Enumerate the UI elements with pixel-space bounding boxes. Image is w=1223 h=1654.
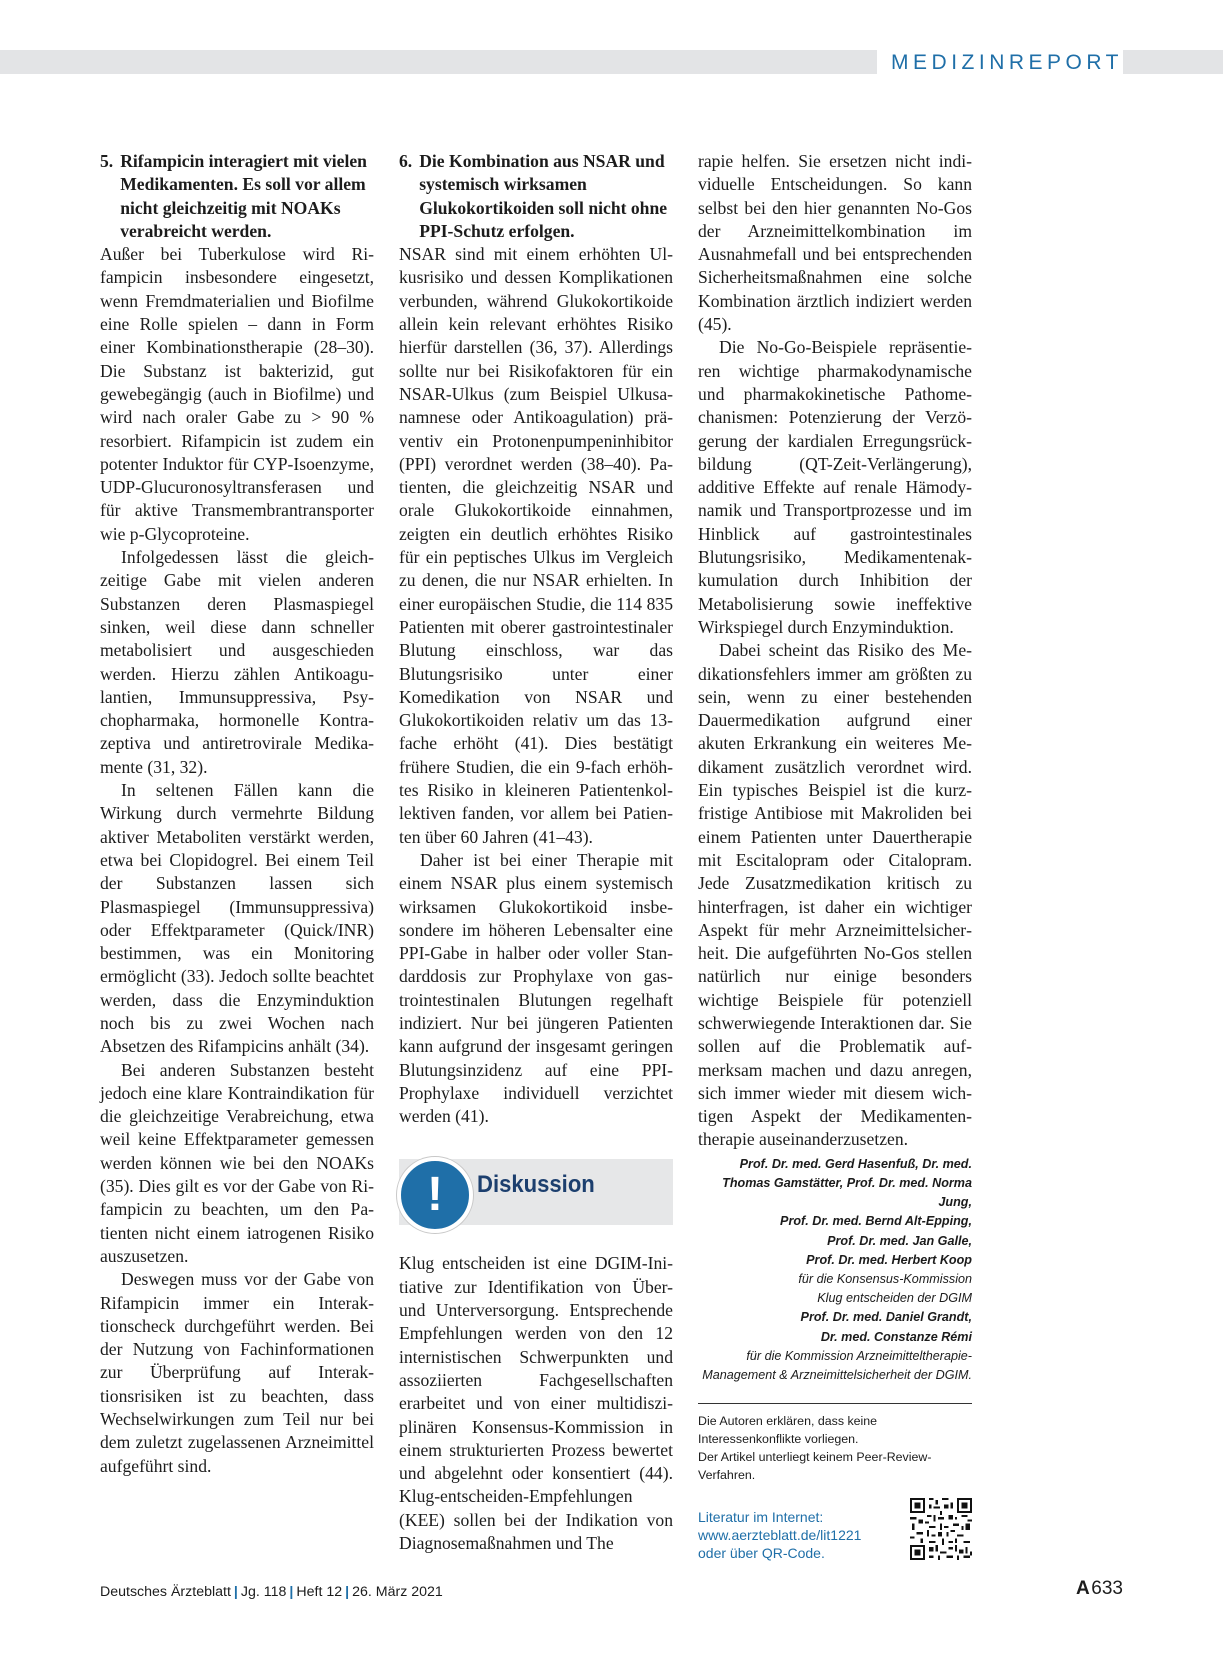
author-line: Dr. med. Constanze Rémi	[820, 1329, 972, 1344]
qr-code-icon[interactable]	[910, 1498, 972, 1560]
page-number	[1076, 1578, 1123, 1600]
discussion-box	[399, 1159, 673, 1225]
section-label: MEDIZINREPORT	[877, 50, 1123, 74]
paragraph: Daher ist bei einer Therapie mit einem NSAR plus einem systemisch wirksamen Glukokortikoid insbesondere im höheren Lebensalter eine PPI-Gabe in halber oder voller Standarddosis zur Prophylaxe von gastrointestinalen Blutungen regelhaft indiziert. Nur bei jüngeren Patienten kann aufgrund der insgesamt geringen Blutungsinzidenz auf eine PPI-Prophylaxe individuell verzichtet werden (41).	[399, 849, 673, 1127]
footer	[100, 1584, 443, 1600]
page-number-value: 633	[1091, 1578, 1123, 1599]
conflict-note: Die Autoren erklären, dass keine Interessenkonflikte vorliegen.	[698, 1414, 878, 1447]
affiliation-line: Management & Arzneimittelsicherheit der DGIM.	[702, 1368, 972, 1382]
volume: Jg. 118	[240, 1584, 287, 1600]
column-1	[100, 150, 374, 1478]
paragraph: Klug entscheiden ist eine DGIM-Initiative zur Identifikation von Über- und Unterversorgung. Entsprechende Empfehlungen werden von den 12 internistischen Schwerpunkten und assoziierten Fachgesellschaften erarbeitet und von einer multidisziplinären Konsensus-Kommission in einem strukturierten Prozess bewertet und abgelehnt oder konsentiert (44). Klug-entscheiden-Empfehlungen (KEE) sollen bei der Indikation von Diagnosemaßnahmen und The	[399, 1253, 673, 1554]
affiliation-line: für die Kommission Arzneimitteltherapie-	[746, 1348, 972, 1363]
separator: |	[289, 1584, 294, 1600]
exclamation-icon: !	[397, 1157, 473, 1233]
affiliation-line: Klug entscheiden der DGIM	[817, 1291, 972, 1306]
heading-text: Rifampicin interagiert mit vielen Medikamenten. Es soll vor allem nicht gleichzeitig mit NOAKs verabreicht werden.	[120, 151, 367, 241]
divider	[698, 1403, 972, 1404]
literature-qr-hint: oder über QR-Code.	[698, 1545, 825, 1562]
point-6-heading	[399, 150, 673, 243]
journal-name: Deutsches Ärzteblatt	[100, 1584, 231, 1600]
heading-number: 5.	[100, 151, 114, 171]
author-line: Prof. Dr. med. Gerd Hasenfuß, Dr. med.	[739, 1156, 972, 1171]
author-block	[698, 1155, 972, 1385]
heading-number: 6.	[399, 151, 413, 171]
author-line: Prof. Dr. med. Bernd Alt-Epping,	[780, 1214, 972, 1229]
author-line: Prof. Dr. med. Herbert Koop	[806, 1252, 972, 1267]
literature-label: Literatur im Internet:	[698, 1509, 824, 1526]
paragraph: Deswegen muss vor der Gabe von Rifampicin immer ein Interaktionscheck durchgeführt werden. Bei der Nutzung von Fachinformationen zur Überprüfung auf Interaktionsrisiken ist zu beachten, dass Wechselwirkungen zum Teil nur bei dem zuletzt zugelassenen Arzneimittel aufgeführt sind.	[100, 1269, 374, 1476]
author-line: Thomas Gamstätter, Prof. Dr. med. Norma Jung,	[722, 1175, 972, 1210]
column-3	[698, 150, 972, 1574]
separator: |	[233, 1584, 238, 1600]
paragraph: In seltenen Fällen kann die Wirkung durch vermehrte Bildung aktiver Metaboliten verstärkt werden, etwa bei Clopidogrel. Bei einem Teil der Substanzen lassen sich Plasmaspiegel (Immunsuppressiva) oder Effektparameter (Quick/INR) bestimmen, was ein Monitoring ermöglicht (33). Jedoch sollte beachtet werden, dass die Enzyminduktion noch bis zu zwei Wochen nach Absetzen des Rifampicins anhält (34).	[100, 780, 374, 1057]
discussion-title: Diskussion	[477, 1171, 595, 1199]
affiliation-line: für die Konsensus-Kommission	[798, 1271, 972, 1286]
paragraph: Außer bei Tuberkulose wird Rifampicin insbesondere eingesetzt, wenn Fremdmaterialien und Biofilme eine Rolle spielen – dann in Form einer Kombinationstherapie (28–30). Die Substanz ist bakterizid, gut gewebegängig (auch in Biofilme) und wird nach oraler Gabe zu > 90 % resorbiert. Rifampicin ist zudem ein potenter Induktor für CYP-Isoenzyme, UDP-Glucuronosyltransferasen und für aktive Transmembrantransporter wie p-Glycoproteine.	[100, 244, 374, 544]
author-line: Prof. Dr. med. Daniel Grandt,	[800, 1310, 972, 1325]
paragraph: NSAR sind mit einem erhöhten Ulkusrisiko und dessen Komplikationen verbunden, während Glukokortikoide allein kein relevant erhöhtes Risiko hierfür darstellen (36, 37). Allerdings sollte nur bei Risikofaktoren für ein NSAR-Ulkus (zum Beispiel Ulkusanamnese oder Antikoagulation) präventiv ein Protonenpumpeninhibitor (PPI) verordnet werden (38–40). Patienten, die gleichzeitig NSAR und orale Glukokortikoide einnahmen, zeigten ein deutlich erhöhtes Risiko für ein peptisches Ulkus im Vergleich zu denen, die nur NSAR erhielten. In einer europäischen Studie, die 114 835 Patienten mit oberer gastrointestinaler Blutung einschloss, war das Blutungsrisiko unter einer Komedikation von NSAR und Glukokortikoiden relativ um das 13-fache erhöht (41). Dies bestätigt frühere Studien, die ein 9-fach erhöhtes Risiko in kleineren Patientenkollektiven fanden, vor allem bei Patienten über 60 Jahren (41–43).	[399, 244, 673, 847]
page-prefix: A	[1075, 1578, 1090, 1599]
paragraph: Infolgedessen lässt die gleichzeitige Gabe mit vielen anderen Substanzen deren Plasmaspiegel sinken, weil diese dann schneller metabolisiert und ausgeschieden werden. Hierzu zählen Antikoagulantien, Immunsuppressiva, Psychopharmaka, hormonelle Kontrazeptiva und antiretrovirale Medikamente (31, 32).	[100, 547, 374, 777]
heading-text: Die Kombination aus NSAR und systemisch wirksamen Glukokortikoiden soll nicht ohne PPI-Schutz erfolgen.	[419, 151, 668, 241]
point-5-heading	[100, 150, 374, 243]
author-line: Prof. Dr. med. Jan Galle,	[827, 1233, 972, 1248]
literature-box	[698, 1508, 972, 1574]
issue-date: 26. März 2021	[352, 1584, 443, 1600]
literature-link[interactable]: www.aerzteblatt.de/lit1221	[698, 1527, 862, 1544]
paragraph: rapie helfen. Sie ersetzen nicht individuelle Entscheidungen. So kann selbst bei den hier genannten No-Gos der Arzneimittelkombination im Ausnahmefall und bei entsprechenden Sicherheitsmaßnahmen eine solche Kombination ärztlich indiziert werden (45).	[698, 151, 972, 335]
paragraph: Bei anderen Substanzen besteht jedoch eine klare Kontraindikation für die gleichzeitige Verabreichung, etwa weil keine Effektparameter gemessen werden können wie bei den NOAKs (35). Dies gilt es vor der Gabe von Rifampicin zu beachten, um den Patienten nicht einem iatrogenen Risiko auszusetzen.	[100, 1059, 374, 1266]
paragraph: Die No-Go-Beispiele repräsentieren wichtige pharmakodynamische und pharmakokinetische Pathomechanismen: Potenzierung der Verzögerung der kardialen Erregungsrückbildung (QT-Zeit-Verlängerung), additive Effekte auf renale Hämodynamik und Transportprozesse und im Hinblick auf gastrointestinales Blutungsrisiko, Medikamentenakkumulation durch Inhibition der Metabolisierung sowie ineffektive Wirkspiegel durch Enzyminduktion.	[698, 337, 972, 637]
separator: |	[345, 1584, 350, 1600]
peer-review-note: Der Artikel unterliegt keinem Peer-Review-Verfahren.	[698, 1450, 932, 1483]
column-2	[399, 150, 673, 1555]
issue: Heft 12	[296, 1584, 343, 1600]
paragraph: Dabei scheint das Risiko des Medikationsfehlers immer am größten zu sein, wenn zu einer bestehenden Dauermedikation aufgrund einer akuten Erkrankung ein weiteres Medikament zusätzlich verordnet wird. Ein typisches Beispiel ist die kurzfristige Antibiose mit Makroliden bei einem Patienten unter Dauertherapie mit Escitalopram oder Citalopram. Jede Zusatzmedikation kritisch zu hinterfragen, ist daher ein wichtiger Aspekt für mehr Arzneimittelsicherheit. Die aufgeführten No-Gos stellen natürlich nur einige besonders wichtige Beispiele für potenziell schwerwiegende Interaktionen dar. Sie sollen auf die Problematik aufmerksam machen und dazu anregen, sich immer wieder mit diesem wichtigen Aspekt der Medikamententherapie auseinanderzusetzen.	[698, 640, 972, 1150]
